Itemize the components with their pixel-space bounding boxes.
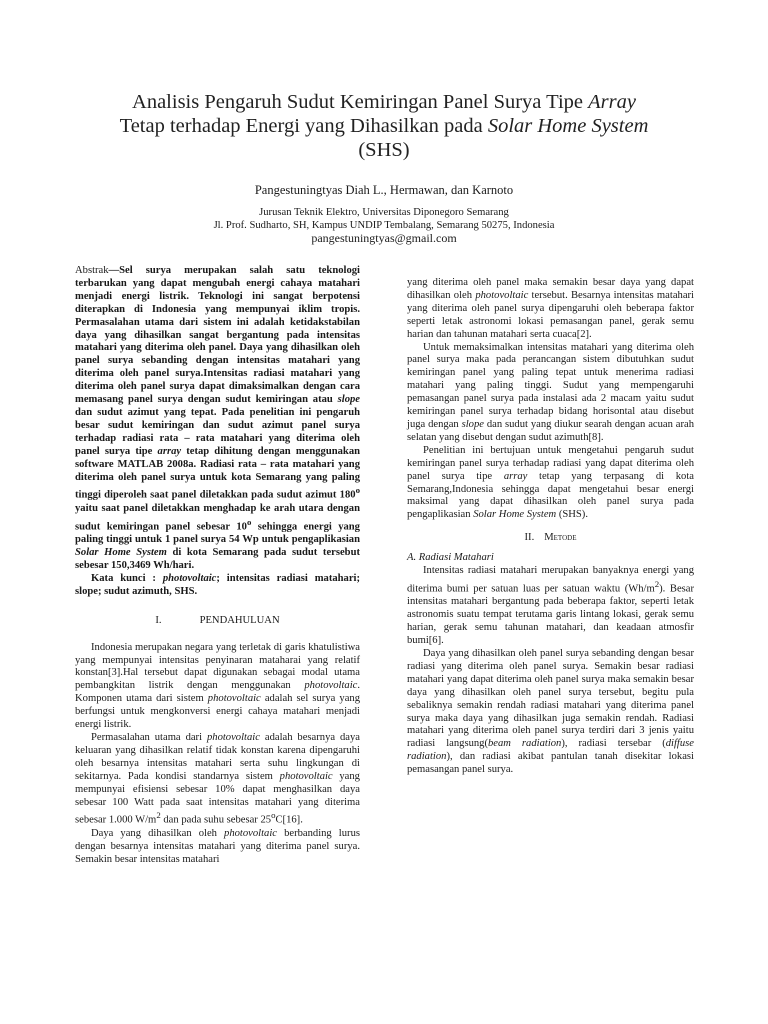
affiliation-line-1: Jurusan Teknik Elektro, Universitas Diponegoro Semarang: [259, 207, 509, 218]
title-line-1: Analisis Pengaruh Sudut Kemiringan Panel Surya Tipe Array: [132, 91, 636, 113]
affiliation: [60, 206, 708, 232]
intro-paragraph-5: Penelitian ini bertujuan untuk mengetahui pengaruh sudut kemiringan panel surya terhadap radiasi yang dapat diterima oleh panel surya tipe array tetap yang terpasang di kota Semarang,Indonesia sehingga dapat mengetahui besar energi maksimal yang dapat dihasilkan oleh panel surya pada pengaplikasian Solar Home System (SHS).: [407, 444, 694, 521]
section-number: I.: [155, 614, 162, 626]
left-column: [75, 265, 360, 867]
radiasi-paragraph-2: Daya yang dihasilkan oleh panel surya sebanding dengan besar radiasi yang diterima oleh panel surya. Semakin besar radiasi matahari yang dapat diterima oleh panel surya maka semakin besar daya yang dihasilkan oleh panel surya tersebut, begitu pula sebaliknya semakin rendah radiasi matahari yang diterima panel surya maka daya yang dihasilkan juga semakin rendah. Radiasi matahari yang diterima oleh panel surya terdiri dari 3 jenis yaitu radiasi langsung(beam radiation), radiasi tersebar (diffuse radiation), dan radiasi akibat pantulan tanah disekitar lokasi pemasangan panel surya.: [407, 648, 694, 776]
intro-paragraph-4: Untuk memaksimalkan intensitas matahari yang diterima oleh panel surya maka pada perancangan sistem dibutuhkan sudut kemiringan panel yang paling tepat untuk menerima radiasi matahari yang paling tinggi. Sudut yang mempengaruhi pemasangan panel surya pada instalasi ada 2 macam yaitu sudut kemiringan panel surya terhadap bidang horisontal atau disebut juga dengan slope dan sudut yang diukur searah dengan acuan arah selatan yang disebut dengan sudut azimuth[8].: [407, 341, 694, 443]
right-column: [407, 277, 694, 777]
paper-title: [60, 90, 708, 162]
title-line-2: Tetap terhadap Energi yang Dihasilkan pada Solar Home System: [119, 115, 649, 137]
intro-paragraph-3: Daya yang dihasilkan oleh photovoltaic berbanding lurus dengan besarnya intensitas matahari yang diterima panel surya. Semakin besar intensitas matahari: [75, 827, 360, 865]
title-line-3: (SHS): [358, 139, 410, 161]
keywords: Kata kunci : photovoltaic; intensitas radiasi matahari; slope; sudut azimuth, SHS.: [75, 572, 361, 597]
section-title: Metode: [544, 532, 577, 544]
section-title: PENDAHULUAN: [199, 614, 280, 626]
abstract-label: Abstrak: [75, 265, 109, 276]
section-number: II.: [524, 532, 535, 544]
intro-paragraph-3-continued: yang diterima oleh panel maka semakin besar daya yang dapat dihasilkan oleh photovoltaic tersebut. Besarnya intensitas matahari yang diterima oleh panel surya dipengaruhi oleh beberapa faktor seperti letak astronomi lokasi pemasangan panel, gerak semu harian dan tahunan matahari serta cuaca[2].: [407, 277, 694, 340]
author-email: pangestuningtyas@gmail.com: [311, 231, 457, 245]
author-list: Pangestuningtyas Diah L., Hermawan, dan Karnoto: [254, 183, 514, 197]
radiasi-paragraph-1: Intensitas radiasi matahari merupakan banyaknya energi yang diterima bumi per satuan luas per satuan waktu $(Wh/m^2)$. Besar intensitas matahari bergantung pada beberapa faktor, seperti letak astronomis suatu tempat terutama garis lintang lokasi, gerak semu harian, gerak semu tahunan matahari, dan keadaan atmosfir bumi[6].: [407, 565, 694, 647]
affiliation-line-2: Jl. Prof. Sudharto, SH, Kampus UNDIP Tembalang, Semarang 50275, Indonesia: [213, 220, 555, 231]
subsection-heading-a: A. Radiasi Matahari: [407, 552, 494, 564]
section-heading-1: [75, 615, 360, 628]
abstract: Abstrak—Sel surya merupakan salah satu teknologi terbarukan yang dapat mengubah energi cahaya matahari menjadi energi listrik. Teknologi ini sangat berpotensi diterapkan di Indonesia yang mempunyai iklim tropis. Permasalahan utama dari sistem ini adalah ketidakstabilan daya yang dihasilkan sangat bergantung pada intensitas matahari yang diterima oleh panel. Daya yang dihasilkan oleh panel surya sebanding dengan intensitas matahari yang diterima oleh panel surya.Intensitas radiasi matahari yang diterima oleh panel surya dapat dimaksimalkan dengan cara memasang panel surya dengan sudut kemiringan atau slope dan sudut azimut yang tepat. Pada penelitian ini pengaruh besar sudut kemiringan dan sudut azimut panel surya terhadap radiasi rata – rata matahari yang diterima oleh panel surya tipe array tetap dihitung dengan menggunakan software MATLAB 2008a. Radiasi rata – rata matahari yang diterima oleh panel surya untuk kota Semarang yang paling tinggi diperoleh saat panel diletakkan pada sudut azimut 180$^o$ yaitu saat panel diletakkan menghadap ke arah utara dengan sudut kemiringan panel sebesar 10$^o$ sehingga energi yang paling tinggi untuk 1 panel surya 54 Wp untuk pengaplikasian Solar Home System di kota Semarang pada sudut tersebut sebesar 150,3469 Wh/hari.: [75, 265, 361, 571]
intro-paragraph-2: Permasalahan utama dari photovoltaic adalah besarnya daya keluaran yang dihasilkan relatif tidak konstan karena dipengaruhi oleh besarnya intensitas matahari serta suhu lingkungan di sekitarnya. Pada kondisi standarnya sistem photovoltaic yang mempunyai efisiensi sebesar 10% dapat menghasilkan daya sebesar 100 Watt pada saat intensitas matahari yang diterima sebesar 1.000 $W/m^2$ dan pada suhu sebesar 25$^o$C[16].: [75, 731, 360, 826]
intro-paragraph-1: Indonesia merupakan negara yang terletak di garis khatulistiwa yang mempunyai intensitas penyinaran mataharai yang relatif konstan[3].Hal tersebut dapat digunakan sebagai modal utama pembangkitan listrik dengan menggunakan photovoltaic. Komponen utama dari sistem photovoltaic adalah sel surya yang berfungsi untuk mengkonversi energi cahaya matahari menjadi energi listrik.: [75, 641, 360, 731]
section-heading-2: [407, 532, 694, 545]
